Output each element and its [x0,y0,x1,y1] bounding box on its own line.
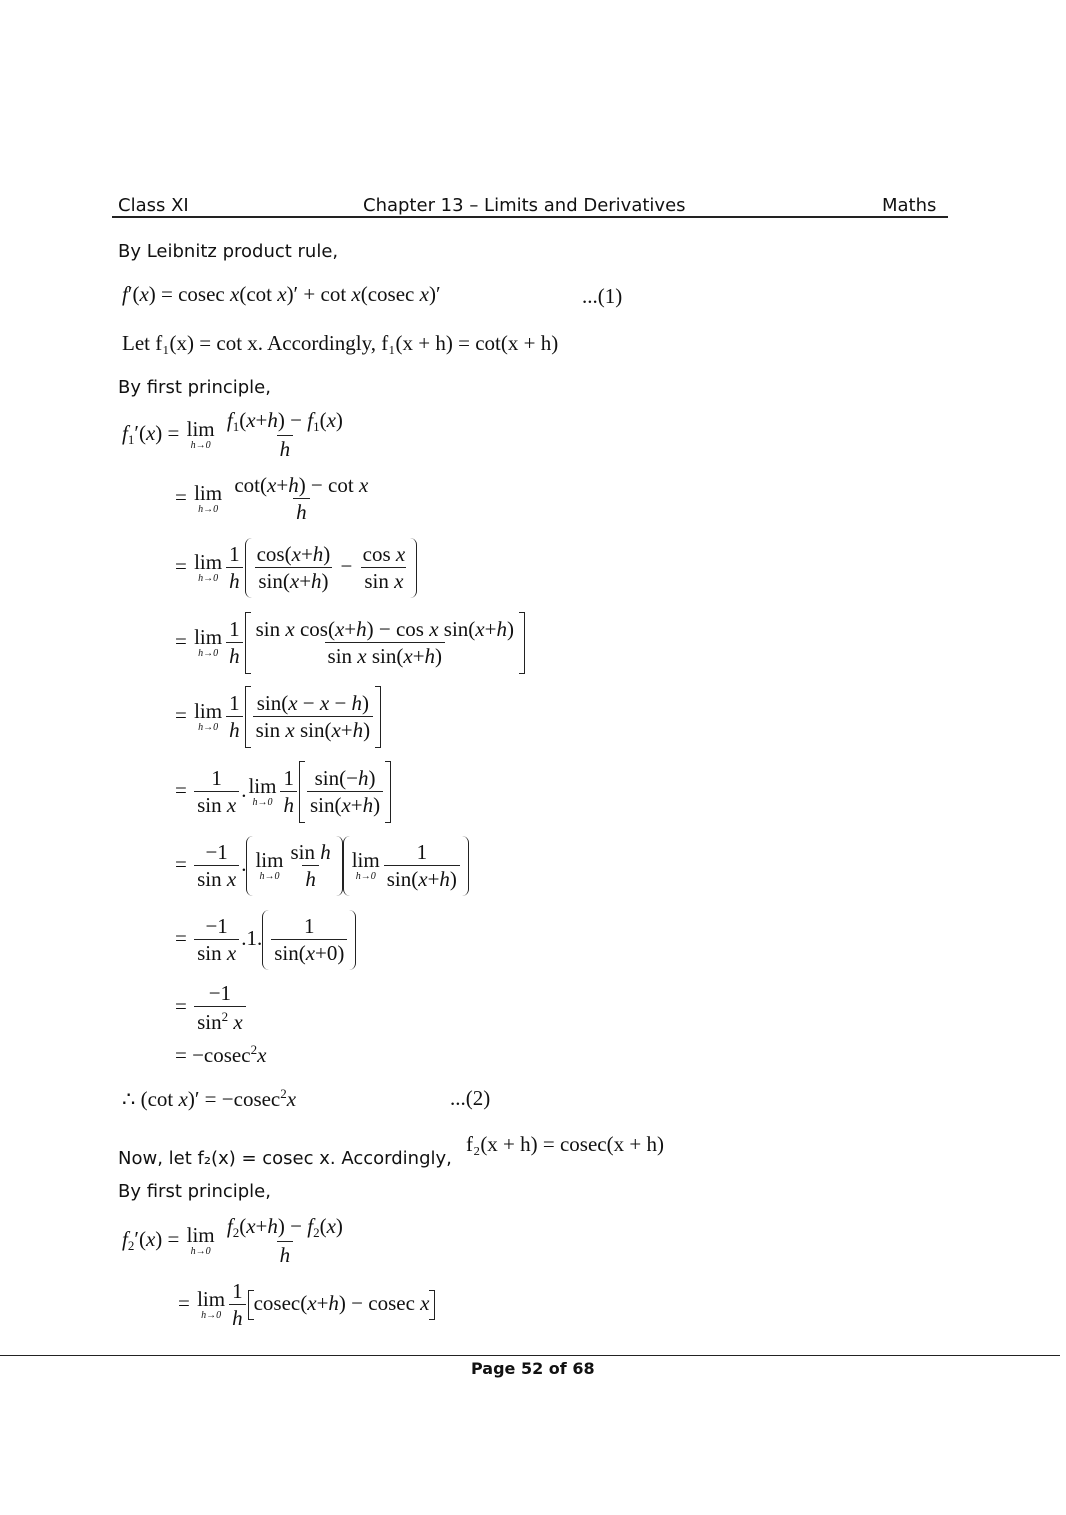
equation-step-2: = lim h→0 $\frac{\text{cot(x+h) − cot x}}{h}$ [175,473,369,524]
header-rule [112,216,948,218]
text-first-principle-1: By first principle, [118,377,271,398]
equation-result-cot: ∴ (cot x)′ = −cosec$^2$x [122,1086,297,1111]
equation-step-7: = $\frac{-1}{\text{sin x}}$ . lim h→0 $\frac{\text{sin h}}{h}$ lim h→0 $\frac{1}{\sin(x+h)}$ [175,836,469,896]
equation-f2-step-1: $f_2'(x)$ = lim h→0 $\frac{f_2(x+h) - f_2(x)}{h}$ [122,1214,343,1267]
equation-label-1: ...(1) [582,284,623,308]
equation-f2-step-2: = lim h→0 $\frac{1}{h}$ cosec(x+h) − cosec x [178,1281,435,1329]
equation-step-8: = $\frac{-1}{\text{sin x}}$ .1. $\frac{1}{\sin(x+0)}$ [175,910,356,970]
footer-rule [0,1355,1060,1356]
equation-step-6: = $\frac{1}{\text{sin x}}$ . lim h→0 $\frac{1}{h}$ $\frac{\sin(-h)}{\sin(x+h)}$ [175,761,391,823]
equation-step-5: = lim h→0 $\frac{1}{h}$ $\frac{\sin(x - x - h)}{\text{sin x sin(x+h)}}$ [175,686,381,748]
equation-product-rule: f′(x) = cosec x(cot x)′ + cot x(cosec x)′ [122,282,441,306]
header-chapter: Chapter 13 – Limits and Derivatives [363,195,686,216]
header-subject: Maths [882,195,937,216]
equation-let-f1: Let f₁(x) = cot x. Accordingly, f₁(x + h) = cot(x + h) [122,331,559,355]
equation-label-2: ...(2) [450,1086,491,1110]
text-first-principle-2: By first principle, [118,1181,271,1202]
equation-step-10: = −cosec$^2$x [175,1042,267,1067]
equation-step-1: $f_1'(x)$ = lim h→0 $\frac{f_1(x+h) - f_1(x)}{h}$ [122,408,343,461]
equation-step-9: = $\frac{-1}{\sin^2 x}$ [175,983,248,1033]
text-leibnitz: By Leibnitz product rule, [118,241,339,262]
text-now-let: Now, let f₂(x) = cosec x. Accordingly, [118,1148,452,1169]
equation-step-3: = lim h→0 $\frac{1}{h}$ $\frac{\cos(x+h)}{\sin(x+h)}$ − $\frac{\text{cos x}}{\text{sin x}}$ [175,538,417,598]
page-number: Page 52 of 68 [471,1359,595,1378]
equation-f2-shift: f₂(x + h) = cosec(x + h) [466,1132,664,1156]
header-class: Class XI [118,195,189,216]
equation-step-4: = lim h→0 $\frac{1}{h}$ $\frac{\text{sin x cos(x+h) − cos x sin(x+h)}}{\text{sin x sin(x+h)}}$ [175,612,525,674]
